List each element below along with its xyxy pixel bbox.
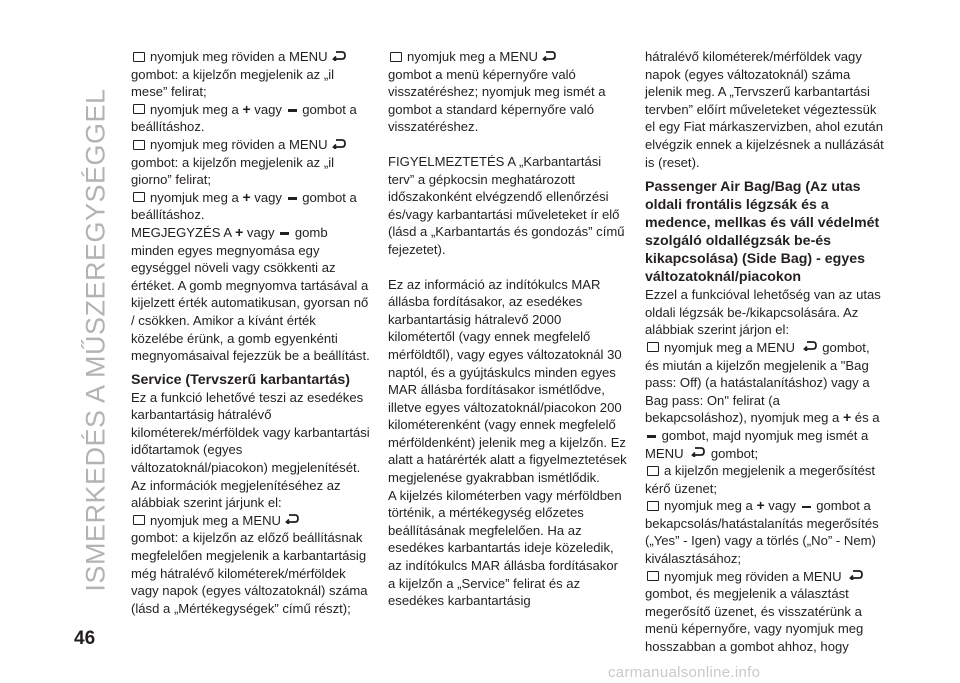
- plus-icon: +: [235, 223, 244, 240]
- warning-paragraph: FIGYELMEZTETÉS A „Karbantartási terv” a gépkocsin meghatározott időszakonként elvégzendő ellenőrzési és/vagy karbantartási műveleteket ír elő (lásd a „Karbantartás és gondozás” című fejezetet).: [388, 153, 625, 257]
- return-arrow-icon: [803, 341, 817, 351]
- page-number: 46: [74, 628, 96, 649]
- step-menu-2: nyomjuk meg röviden a MENU: [131, 136, 371, 154]
- watermark: carmanualsonline.info: [608, 664, 761, 681]
- return-arrow-icon: [849, 570, 863, 580]
- menu-square-icon: [133, 515, 145, 525]
- minus-icon: [647, 435, 656, 438]
- step-airbag-2: a kijelzőn megjelenik a megerősítést kérő üzenet;: [645, 463, 876, 496]
- return-arrow-icon: [691, 447, 705, 457]
- plus-icon: +: [842, 409, 852, 426]
- step-adjust-1: nyomjuk meg a + vagy gombot a beállításhoz.: [131, 100, 357, 135]
- paragraph: hátralévő kilométerek/mérföldek vagy napok (egyes változatoknál) száma jelenik meg. A „Tervszerű karbantartási tervben” előírt műveleteket végeztessük el egy Fiat márkaszervizben, ahol ezután elvégzik ennek a kijelzésnek a nullázását is (reset).: [645, 49, 884, 170]
- paragraph: Ez az információ az indítókulcs MAR állásba fordításakor, az esedékes karbantartásig hátralevő 2000 kilométertől (vagy ennek megfelelő mérföldtől), vagy egyes változatoknál 30 naptól, és a gyújtáskulcs minden egyes MAR állásba fordításakor ismétlődve, illetve egyes változatoknál/piacokon 200 kilométerenként (vagy ennek megfelelő mérföldenként) jelenik meg a kijelzőn. Ez alatt a határérték alatt a figyelmeztetések megjelenése gyakrabban ismétlődik.: [388, 276, 627, 486]
- menu-square-icon: [133, 104, 145, 114]
- column-3: [645, 48, 885, 656]
- paragraph: A kijelzés kilométerben vagy mérföldben történik, a mértékegység előzetes beállításának megfelelően. Ha az esedékes karbantartás ideje közeledik, az indítókulcs MAR állásba fordításakor a kijelzőn a „Service” felirat és az esedékes karbantartásig: [388, 487, 622, 609]
- minus-icon: [288, 109, 297, 112]
- step-airbag-1: nyomjuk meg a MENU gombot, és miután a kijelzőn megjelenik a "Bag pass: Off) (a hatástalanításhoz) vagy a Bag pass: On" felirat (a bekapcsoláshoz), nyomjuk meg a + és a gombot, majd nyomjuk meg ismét a MENU gombot;: [645, 339, 880, 461]
- minus-icon: [802, 506, 811, 509]
- menu-square-icon: [647, 466, 659, 476]
- return-arrow-icon: [332, 139, 346, 149]
- paragraph: Ez a funkció lehetővé teszi az esedékes karbantartásig hátralévő kilométerek/mérföldek vagy karbantartási időtartamok (egyes változatoknál/piacokon) megjelenítését. Az információk megjelenítéséhez az alábbiak szerint járjunk el:: [131, 389, 370, 511]
- menu-square-icon: [133, 52, 145, 62]
- step-text: gombot: a kijelzőn az előző beállításnak megfelelően megjelenik a karbantartásig még hátralévő kilométerek/mérföldek vagy napok (egyes változatoknál) száma (lásd a „Mértékegységek” című részt);: [131, 530, 368, 616]
- step-menu-4: nyomjuk meg a MENU: [388, 48, 628, 66]
- minus-icon: [288, 197, 297, 200]
- chapter-title-text: ISMERKEDÉS A MŰSZEREGYSÉGGEL: [80, 88, 111, 592]
- column-2: [388, 48, 628, 610]
- column-1: [131, 48, 371, 617]
- step-text: gombot a menü képernyőre való visszatéréshez; nyomjuk meg ismét a gombot a standard képernyőre való visszatéréshez.: [388, 66, 606, 135]
- section-heading-airbag: Passenger Air Bag/Bag (Az utas oldali frontális légzsák és a medence, mellkas és váll védelmét szolgáló oldallégzsák be-és kikapcsolása) (Side Bag) - egyes változatoknál/piacokon: [645, 179, 880, 286]
- return-arrow-icon: [285, 514, 299, 524]
- return-arrow-icon: [542, 51, 556, 61]
- menu-square-icon: [647, 571, 659, 581]
- menu-square-icon: [133, 140, 145, 150]
- section-heading-service: Service (Tervszerű karbantartás): [131, 371, 350, 388]
- step-airbag-3: nyomjuk meg a + vagy gombot a bekapcsolás/hatástalanítás megerősítés („Yes” - Igen) vagy a törlés („No” - Nem) kiválasztásához;: [645, 497, 879, 567]
- note-paragraph: MEGJEGYZÉS A + vagy gomb minden egyes megnyomása egy egységgel növeli vagy csökkenti az értéket. A gomb megnyomva tartásával a kijelzett érték automatikusan, gyorsan nő / csökken. Amikor a kívánt érték közelébe érünk, a gomb egyenkénti megnyomásaival fejezzük be a beállítást.: [131, 223, 370, 364]
- step-text: gombot: a kijelzőn megjelenik az „il mese” felirat;: [131, 66, 335, 100]
- chapter-side-title: [66, 60, 126, 620]
- step-menu-3: nyomjuk meg a MENU: [131, 512, 371, 530]
- minus-icon: [280, 232, 289, 235]
- step-adjust-2: nyomjuk meg a + vagy gombot a beállításhoz.: [131, 188, 357, 223]
- step-text: gombot: a kijelzőn megjelenik az „il giorno” felirat;: [131, 154, 335, 188]
- menu-square-icon: [647, 501, 659, 511]
- menu-square-icon: [390, 52, 402, 62]
- step-menu-1: nyomjuk meg röviden a MENU: [131, 48, 371, 66]
- menu-square-icon: [133, 192, 145, 202]
- plus-icon: +: [242, 100, 251, 117]
- plus-icon: +: [756, 497, 765, 514]
- return-arrow-icon: [332, 51, 346, 61]
- plus-icon: +: [242, 188, 251, 205]
- menu-square-icon: [647, 342, 659, 352]
- step-airbag-4: nyomjuk meg röviden a MENU gombot, és megjelenik a választást megerősítő üzenet, és visszatérünk a menü képernyőre, vagy nyomjuk meg hosszabban a gombot ahhoz, hogy: [645, 568, 864, 655]
- paragraph: Ezzel a funkcióval lehetőség van az utas oldali légzsák be-/kikapcsolására. Az alábbiak szerint járjon el:: [645, 287, 881, 338]
